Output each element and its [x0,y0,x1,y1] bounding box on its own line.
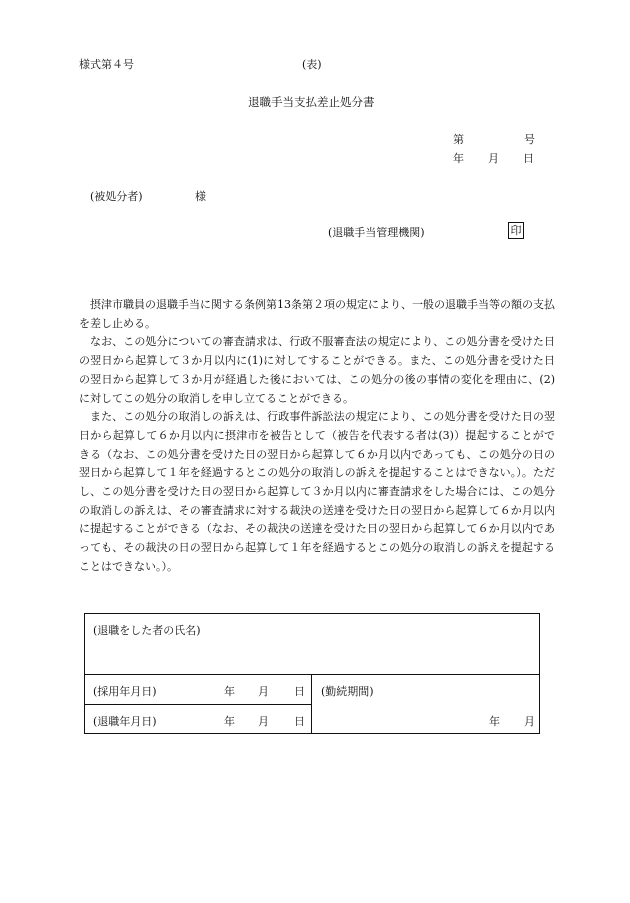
paragraph-3: また、この処分の取消しの訴えは、行政事件訴訟法の規定により、この処分書を受けた日の翌日から起算して６か月以内に摂津市を被告として（被告を代表する者は(3)）提起することができる（なお、この処分書を受けた日の翌日から起算して６か月以内であっても、この処分の日の翌日から起算して１年を経過するとこの処分の取消しの訴えを提起することはできない。）。ただし、この処分書を受けた日の翌日から起算して３か月以内に審査請求をした場合には、この処分の取消しの訴えは、その審査請求に対する裁決の送達を受けた日の翌日から起算して６か月以内に提起することができる（なお、その裁決の送達を受けた日の翌日から起算して６か月以内であっても、その裁決の日の翌日から起算して１年を経過するとこの処分の取消しの訴えを提起することはできない。）。 [79,410,555,573]
seal-mark: 印 [508,222,524,239]
retire-month: 月 [258,715,269,728]
service-period-label: (勤続期間) [321,685,374,698]
doc-no-prefix: 第 [453,133,464,146]
doc-no-suffix: 号 [524,133,535,146]
hire-year: 年 [224,685,235,698]
service-year: 年 [489,715,500,728]
date-month: 月 [488,152,499,165]
retiree-table [84,613,540,734]
divider [85,704,311,705]
side-label: (表) [302,58,322,71]
addressee-label: (被処分者) [90,190,143,203]
paragraph-2: なお、この処分についての審査請求は、行政不服審査法の規定により、この処分書を受けた日の翌日から起算して３か月以内に(1)に対してすることができる。また、この処分書を受けた日の翌日から起算して３か月が経過した後においては、この処分の後の事情の変化を理由に、(2)に対してこの処分の取消しを申し立てることができる。 [79,335,555,405]
addressee-honorific: 様 [195,190,206,203]
issuer-label: (退職手当管理機関) [328,226,425,239]
hire-month: 月 [258,685,269,698]
divider [85,674,539,675]
page-title: 退職手当支払差止処分書 [248,95,375,109]
date-year: 年 [453,152,464,165]
notice-body [79,296,555,577]
date-day: 日 [523,152,534,165]
hire-date-label: (採用年月日) [93,685,157,698]
retire-day: 日 [294,715,305,728]
paragraph-1: 摂津市職員の退職手当に関する条例第13条第２項の規定により、一般の退職手当等の額の支払を差し止める。 [79,298,555,330]
hire-day: 日 [294,685,305,698]
form-number: 様式第４号 [79,58,134,71]
retire-year: 年 [224,715,235,728]
divider [311,674,312,733]
retire-date-label: (退職年月日) [93,715,157,728]
service-month: 月 [524,715,535,728]
retiree-name-label: (退職をした者の氏名) [93,624,201,637]
